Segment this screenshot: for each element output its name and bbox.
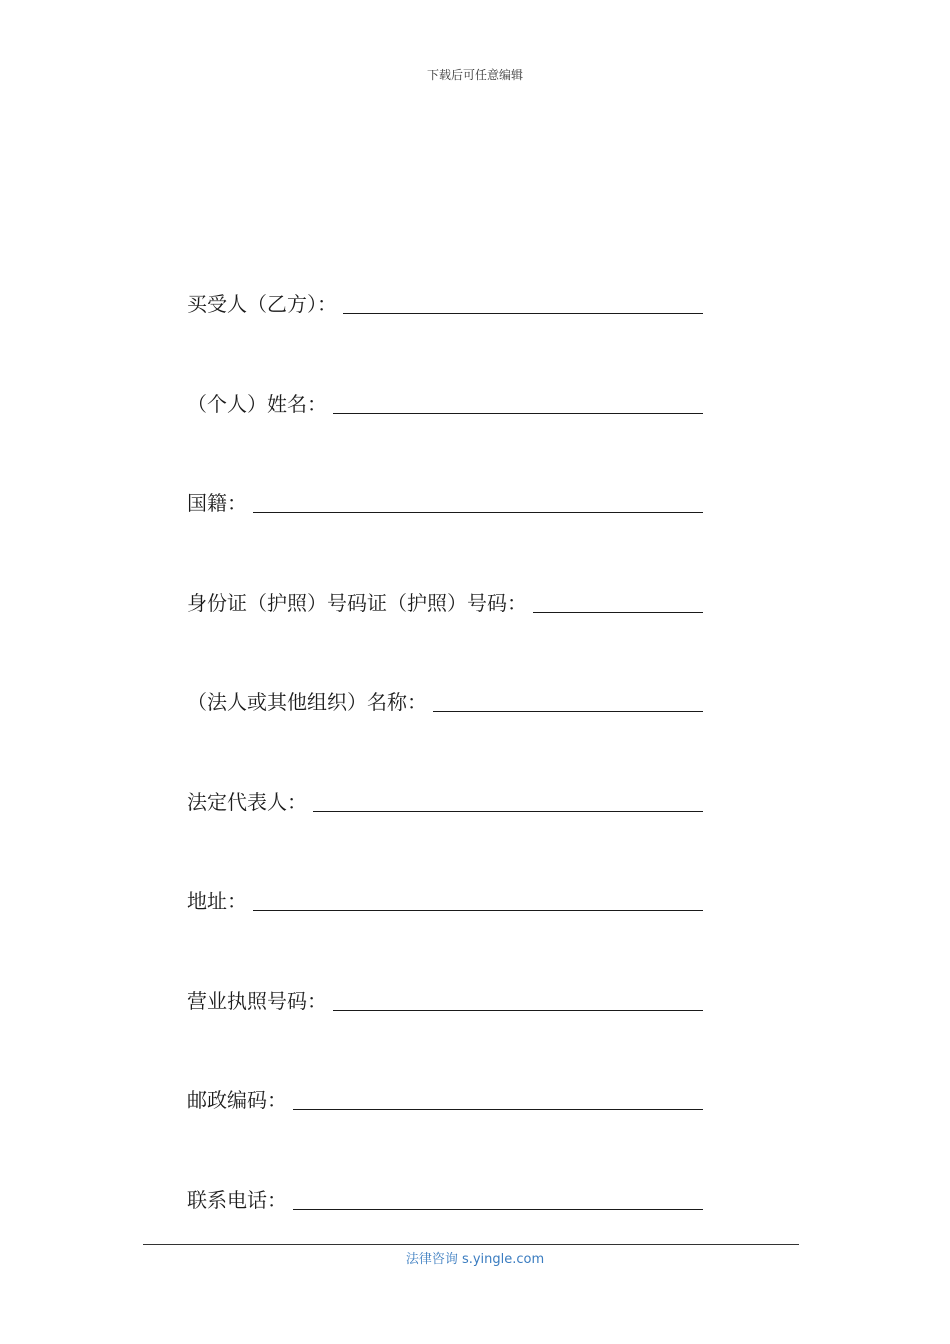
field-label: 联系电话： [187, 1187, 287, 1212]
blank-line[interactable] [293, 1087, 703, 1110]
blank-line[interactable] [533, 590, 703, 613]
field-buyer [187, 284, 703, 316]
page-header: 下载后可任意编辑 [426, 68, 523, 82]
field-label: 地址： [187, 889, 247, 913]
field-business-license [187, 981, 703, 1013]
blank-line[interactable] [333, 988, 703, 1011]
blank-line[interactable] [343, 291, 703, 314]
field-label: 国籍： [187, 491, 247, 515]
field-label: 身份证（护照）号码证（护照）号码： [187, 590, 527, 615]
field-label: 买受人（乙方）： [187, 292, 337, 316]
field-personal-name [187, 384, 703, 416]
field-address [187, 881, 703, 913]
blank-line[interactable] [333, 391, 703, 414]
blank-line[interactable] [433, 689, 703, 712]
footer-divider [143, 1244, 799, 1245]
blank-line[interactable] [253, 888, 703, 911]
field-legal-representative [187, 782, 703, 814]
field-label: 邮政编码： [187, 1088, 287, 1112]
field-label: 法定代表人： [187, 789, 307, 814]
blank-line[interactable] [313, 789, 703, 812]
buyer-info-form [187, 284, 703, 1279]
field-label: 营业执照号码： [187, 988, 327, 1013]
field-label: （法人或其他组织）名称： [187, 690, 427, 714]
field-id-number [187, 583, 703, 615]
blank-line[interactable] [293, 1187, 703, 1210]
field-nationality [187, 483, 703, 515]
field-phone [187, 1180, 703, 1212]
field-postal-code [187, 1080, 703, 1112]
footer-link[interactable]: 法律咨询 s.yingle.com [405, 1252, 545, 1267]
blank-line[interactable] [253, 490, 703, 513]
field-label: （个人）姓名： [187, 391, 327, 416]
field-org-name [187, 682, 703, 714]
